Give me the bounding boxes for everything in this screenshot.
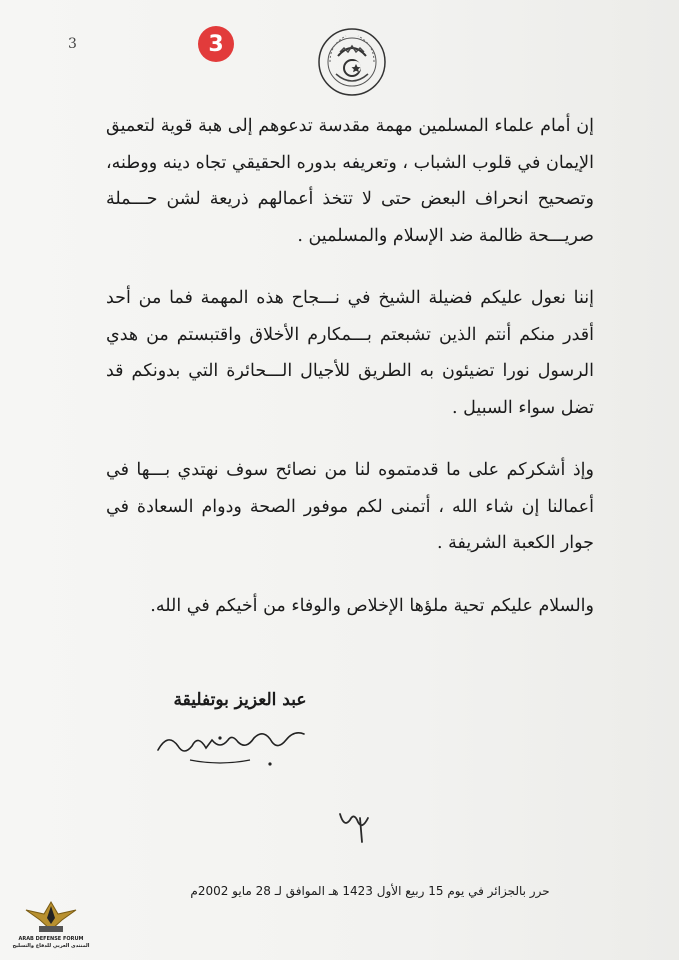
signatory-name: عبد العزيز بوتفليقة — [173, 690, 307, 710]
eagle-logo-icon — [6, 896, 96, 936]
letter-paragraph-1: إن أمام علماء المسلمين مهمة مقدسة تدعوهم إلى هبة قوية لتعميق الإيمان في قلوب الشباب ، وتعريفه بدوره الحقيقي تجاه دينه ووطنه، وتصحيح انحراف البعض حتى لا تتخذ أعمالهم ذريعة لشن حـــملة صريـــحة ظالمة ضد الإسلام والمسلمين . — [106, 116, 594, 246]
page-corner-number: 3 — [68, 36, 77, 52]
forum-watermark — [6, 896, 126, 958]
watermark-line-1: ARAB DEFENSE FORUM — [18, 936, 84, 942]
letter-paragraph-3: وإذ أشكركم على ما قدمتموه لنا من نصائح سوف نهتدي بـــها في أعمالنا إن شاء الله ، أتمنى لكم موفور الصحة ودوام السعادة في جوار الكعبة الشريفة . — [106, 460, 594, 553]
page-badge: 3 — [198, 26, 234, 62]
dateline-footer: حرر بالجزائر في يوم 15 ربيع الأول 1423 هـ الموافق لـ 28 مايو 2002م — [190, 884, 550, 898]
handwritten-signature — [150, 720, 330, 780]
letter-body — [106, 108, 594, 624]
handwritten-page-number — [330, 800, 390, 850]
letter-paragraph-2: إننا نعول عليكم فضيلة الشيخ في نـــجاح هذه المهمة فما من أحد أقدر منكم أنتم الذين تشبعتم بـــمكارم الأخلاق واقتبستم من هدي الرسول نورا تضيئون به الطريق للأجيال الـــحائرة التي بدونكم قد تضل سواء السبيل . — [106, 288, 594, 418]
watermark-line-2: المنتدى العربي للدفاع والتسليح — [12, 943, 90, 949]
state-emblem-icon — [316, 26, 388, 98]
letter-paragraph-4: والسلام عليكم تحية ملؤها الإخلاص والوفاء من أخيكم في الله. — [150, 595, 594, 616]
